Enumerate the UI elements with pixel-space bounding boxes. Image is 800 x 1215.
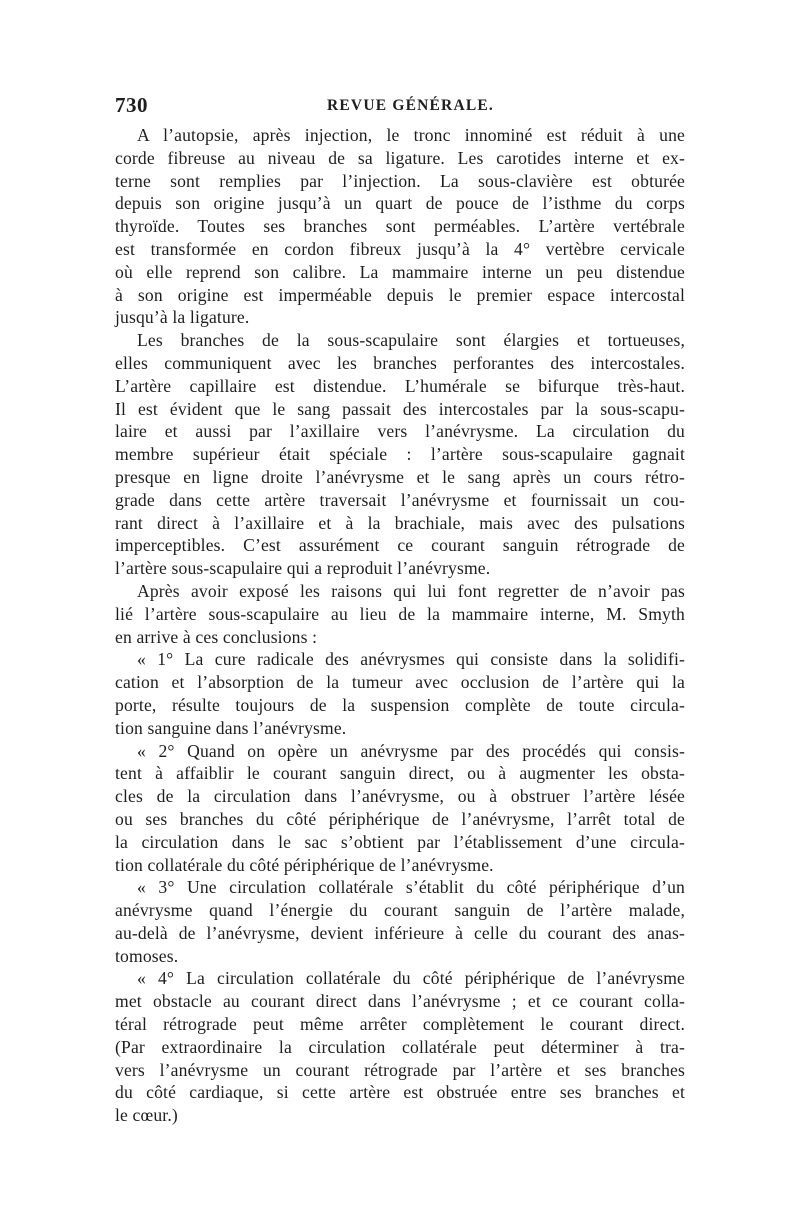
page-number: 730 <box>115 93 148 117</box>
text-line: « 2° Quand on opère un anévrysme par des procédés qui consis- <box>137 740 685 761</box>
text-line: membre supérieur était spéciale : l’artère sous-scapulaire gagnait <box>115 444 685 465</box>
text-line: cation et l’absorption de la tumeur avec occlusion de l’artère qui la <box>115 672 685 693</box>
page-header <box>115 93 685 123</box>
text-line: grade dans cette artère traversait l’anévrysme et fournissait un cou- <box>115 489 685 510</box>
text-line: A l’autopsie, après injection, le tronc innominé est réduit à une <box>137 125 685 145</box>
text-line: cles de la circulation dans l’anévrysme, ou à obstruer l’artère lésée <box>115 786 685 807</box>
text-line: où elle reprend son calibre. La mammaire interne un peu distendue <box>115 261 685 282</box>
text-line: anévrysme quand l’énergie du courant sanguin de l’artère malade, <box>115 900 685 921</box>
text-line: thyroïde. Toutes ses branches sont perméables. L’artère vertébrale <box>115 216 685 237</box>
text-line: à son origine est imperméable depuis le premier espace intercostal <box>115 284 685 305</box>
body-text <box>115 124 685 1127</box>
text-line: Les branches de la sous-scapulaire sont élargies et tortueuses, <box>137 330 685 351</box>
text-line: la circulation dans le sac s’obtient par l’établissement d’une circula- <box>115 831 685 852</box>
text-line: tomoses. <box>115 945 179 966</box>
running-title: REVUE GÉNÉRALE. <box>327 97 494 114</box>
text-line: presque en ligne droite l’anévrysme et le sang après un cours rétro- <box>115 466 685 487</box>
text-line: Il est évident que le sang passait des intercostales par la sous-scapu- <box>115 398 685 419</box>
text-line: tion sanguine dans l’anévrysme. <box>115 717 347 738</box>
text-line: porte, résulte toujours de la suspension complète de toute circula- <box>115 694 685 715</box>
text-line: L’artère capillaire est distendue. L’humérale se bifurque très-haut. <box>115 375 685 396</box>
text-line: jusqu’à la ligature. <box>115 307 250 328</box>
text-line: l’artère sous-scapulaire qui a reproduit l’anévrysme. <box>115 558 491 579</box>
text-line: corde fibreuse au niveau de sa ligature. Les carotides interne et ex- <box>115 147 685 168</box>
text-line: « 1° La cure radicale des anévrysmes qui consiste dans la solidifi- <box>137 649 685 670</box>
text-line: terne sont remplies par l’injection. La sous-clavière est obturée <box>115 170 685 191</box>
text-line: téral rétrograde peut même arrêter complètement le courant direct. <box>115 1014 685 1035</box>
text-line: laire et aussi par l’axillaire vers l’anévrysme. La circulation du <box>115 421 685 442</box>
text-line: « 3° Une circulation collatérale s’établit du côté périphérique d’un <box>137 877 685 898</box>
text-line: « 4° La circulation collatérale du côté périphérique de l’anévrysme <box>137 968 685 989</box>
text-line: au-delà de l’anévrysme, devient inférieure à celle du courant des anas- <box>115 922 685 943</box>
text-line: lié l’artère sous-scapulaire au lieu de la mammaire interne, M. Smyth <box>115 603 685 624</box>
text-line: du côté cardiaque, si cette artère est obstruée entre ses branches et <box>115 1082 685 1103</box>
text-line: Après avoir exposé les raisons qui lui font regretter de n’avoir pas <box>137 580 685 601</box>
text-line: met obstacle au courant direct dans l’anévrysme ; et ce courant colla- <box>115 991 685 1012</box>
text-line: tent à affaiblir le courant sanguin direct, ou à augmenter les obsta- <box>115 763 685 784</box>
text-line: tion collatérale du côté périphérique de l’anévrysme. <box>115 854 494 875</box>
text-line: rant direct à l’axillaire et à la brachiale, mais avec des pulsations <box>115 512 685 533</box>
text-line: vers l’anévrysme un courant rétrograde par l’artère et ses branches <box>115 1059 685 1080</box>
text-line: ou ses branches du côté périphérique de l’anévrysme, l’arrêt total de <box>115 808 685 829</box>
text-line: en arrive à ces conclusions : <box>115 626 318 647</box>
text-line: le cœur.) <box>115 1105 178 1126</box>
text-line: imperceptibles. C’est assurément ce courant sanguin rétrograde de <box>115 535 685 556</box>
text-line: depuis son origine jusqu’à un quart de pouce de l’isthme du corps <box>115 193 685 214</box>
text-line: est transformée en cordon fibreux jusqu’à la 4° vertèbre cervicale <box>115 238 685 259</box>
text-line: elles communiquent avec les branches perforantes des intercostales. <box>115 352 685 373</box>
text-line: (Par extraordinaire la circulation collatérale peut déterminer à tra- <box>115 1036 685 1057</box>
